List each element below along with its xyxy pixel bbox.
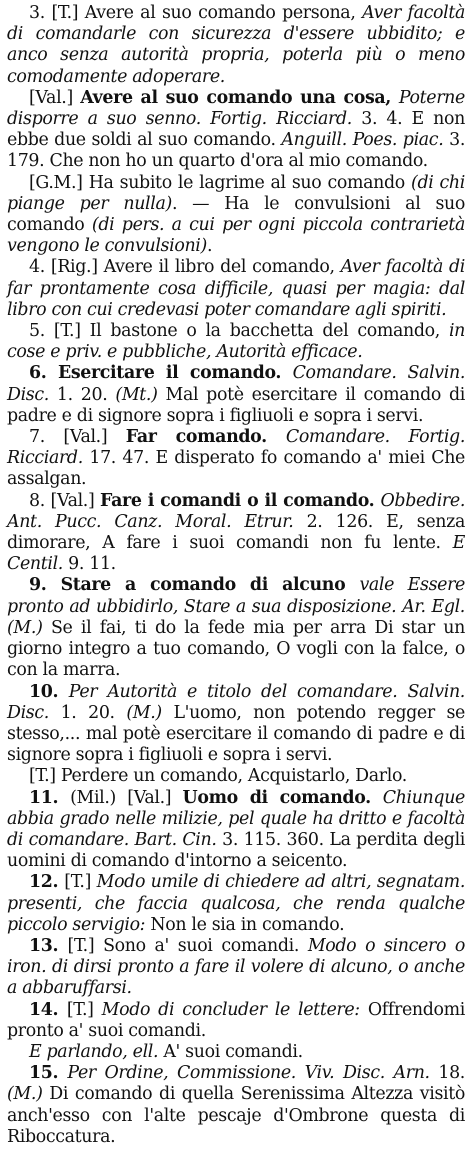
entry-text-segment: Avere al suo comando una cosa, xyxy=(80,87,399,108)
entry-text-segment: Stare a comando di alcuno xyxy=(60,575,360,596)
entry-text-segment: L'uomo, non potendo regger se stesso,... mal potè esercitare il comando di padre e di signore sopra i figliuoli e sopra i servi. xyxy=(7,702,465,766)
entry-paragraph-p14a xyxy=(7,1042,465,1063)
entry-paragraph-p8 xyxy=(7,491,465,576)
entry-text-segment: Offrendomi pronto a' suoi comandi. xyxy=(7,999,465,1041)
entry-paragraph-p15 xyxy=(7,1063,465,1148)
entry-text-segment: in cose e priv. e pubbliche, Autorità efficace. xyxy=(7,321,465,363)
entry-text-segment: . — Ha le convulsioni al suo comando xyxy=(7,193,465,236)
entry-paragraph-p3a xyxy=(7,88,465,173)
entry-text-segment: Modo umile di chiedere ad altri, segnatam. presenti, che faccia qualcosa, che renda qualche piccolo servigio: xyxy=(7,872,465,935)
entry-text-segment: [T.] xyxy=(66,999,102,1020)
entry-text-segment: vale Essere pronto ad ubbidirlo, Stare a sua disposizione. Ar. Egl. xyxy=(7,575,465,617)
entry-text-segment: [G.M.] Ha subito le lagrime al suo comando xyxy=(29,172,412,193)
entry-text-segment: E Centil. xyxy=(7,533,465,575)
entry-paragraph-p5 xyxy=(7,321,465,363)
entry-text-segment: 3. 4. E non ebbe due soldi al suo comando. xyxy=(7,109,465,151)
entry-text-segment: Comandare. Fortig. Ricciard. xyxy=(7,427,465,469)
entry-text-segment: Obbedire. Ant. Pucc. Canz. Moral. Etrur. xyxy=(7,490,466,532)
entry-paragraph-p12 xyxy=(7,872,465,936)
entry-text-segment: A' suoi comandi. xyxy=(158,1041,303,1062)
entry-text-segment: 3. [ xyxy=(29,3,58,23)
entry-paragraph-p7 xyxy=(7,427,465,491)
entry-text-segment: 9. 11. xyxy=(63,554,116,575)
entry-text-segment: (di pers. a cui per ogni piccola contrarietà vengono le convulsioni) xyxy=(7,215,465,257)
entry-text-segment: Aver facoltà di comandarle con sicurezza d'essere ubbidito; e anco senza autorità propria, poterla più o meno comodamente adoperare. xyxy=(7,3,466,87)
entry-text-segment: (Mt.) xyxy=(115,384,158,405)
entry-paragraph-p9 xyxy=(7,575,465,681)
entry-text-segment: Esercitare il comando. xyxy=(57,363,293,384)
entry-text-segment: 2. 126. E, senza dimorare, A fare i suoi comandi non fu lente. xyxy=(7,511,465,554)
entry-text-segment: 4. [Rig.] Avere il libro del comando, xyxy=(29,257,341,278)
entry-text-segment: 18. xyxy=(429,1063,465,1084)
entry-text-segment: 15. xyxy=(29,1063,68,1084)
entry-text-segment: Aver facoltà di far prontamente cosa difficile, quasi per magia: dal libro con cui credevasi poter comandare agli spiriti. xyxy=(7,257,466,320)
entry-text-segment: Poterne disporre a suo senno. Fortig. Ricciard. xyxy=(7,87,465,130)
entry-text-segment: 9. xyxy=(29,575,61,596)
entry-text-segment: Modo o sincero o iron. di dirsi pronto a fare il volere di alcuno, o anche a abbaruffarsi. xyxy=(7,935,465,999)
entry-text-segment: 5. [T.] Il bastone o la bacchetta del comando, xyxy=(29,321,449,342)
entry-text-segment: 7. [Val.] xyxy=(29,427,126,448)
entry-text-segment: Anguill. Poes. piac. xyxy=(281,130,444,151)
entry-text-segment: 3. 115. 360. La perdita degli uomini di comando d'intorno a seicento. xyxy=(7,829,466,872)
entry-text-segment: Non le sia in comando. xyxy=(145,914,345,935)
entry-text-segment: Di comando di quella Serenissima Altezza visitò anch'esso con l'alte pescaje d'Ombrone questa di Riboccatura. xyxy=(7,1084,465,1147)
entry-text-segment: T. xyxy=(57,3,72,23)
entry-text-segment: Se il fai, ti do la fede mia per arra Di star un giorno integro a tuo comando, O vogli con la falce, o con la marra. xyxy=(7,617,465,681)
entry-text-segment: (di chi piange per nulla) xyxy=(7,172,465,214)
entry-text-segment: 13. xyxy=(29,935,68,956)
entry-text-segment: 8. [Val.] xyxy=(29,490,101,511)
entry-text-segment: . xyxy=(206,236,213,257)
entry-text-segment: (M.) xyxy=(7,1084,43,1105)
entry-text-segment: Fare i comandi o il comando. xyxy=(100,490,381,511)
entry-text-segment: (Mil.) [Val.] xyxy=(70,787,183,808)
entry-paragraph-p14 xyxy=(7,1000,465,1042)
entry-text-segment: ] Avere al suo comando persona, xyxy=(71,3,363,23)
entry-text-segment: 14. xyxy=(29,999,67,1020)
entry-text-segment: Comandare. Salvin. Disc. xyxy=(7,363,465,405)
entry-text-segment: Mal potè esercitare il comando di padre e di signore sopra i figliuoli e sopra i servi. xyxy=(7,384,465,426)
entry-text-segment: [Val.] xyxy=(29,87,81,108)
entry-text-segment: (M.) xyxy=(7,617,43,638)
entry-text-segment: 17. 47. E disperato fo comando a' miei Che assalgan. xyxy=(7,448,465,490)
entry-text-segment: Per Ordine, Commissione. Viv. Disc. Arn. xyxy=(67,1063,430,1084)
entry-text-segment: 6. xyxy=(29,363,58,384)
entry-text-segment: Uomo di comando. xyxy=(182,787,383,808)
entry-paragraph-p13 xyxy=(7,936,465,1000)
entry-paragraph-p6 xyxy=(7,363,465,427)
entry-paragraph-p4 xyxy=(7,257,465,321)
entry-text-segment: [T.] Perdere un comando, Acquistarlo, Darlo. xyxy=(29,766,407,787)
entry-text-segment: Chiunque abbia grado nelle milizie, pel quale ha dritto e facoltà di comandare. Bart. Cin. xyxy=(7,787,465,850)
entry-text-segment: Far comando. xyxy=(125,427,286,448)
entry-text-segment: (M.) xyxy=(126,702,162,723)
entry-text-segment: 1. 20. xyxy=(48,702,127,723)
entry-paragraph-p3b xyxy=(7,173,465,258)
dictionary-entry-list xyxy=(7,3,465,1148)
entry-text-segment: 3. 179. Che non ho un quarto d'ora al mio comando. xyxy=(7,130,466,172)
entry-paragraph-p10a xyxy=(7,766,465,787)
entry-text-segment: Modo di concluder le lettere: xyxy=(101,999,360,1020)
entry-text-segment: 1. 20. xyxy=(48,384,116,405)
entry-paragraph-p10 xyxy=(7,682,465,767)
entry-paragraph-p11 xyxy=(7,788,465,873)
entry-text-segment: E parlando, ell. xyxy=(29,1041,159,1062)
entry-text-segment: [T.] Sono a' suoi comandi. xyxy=(67,935,308,956)
entry-text-segment: Per Autorità e titolo del comandare. Salvin. Disc. xyxy=(7,681,465,723)
entry-text-segment: [T.] xyxy=(64,872,97,893)
entry-text-segment: 10. xyxy=(29,681,69,702)
entry-paragraph-p3 xyxy=(7,3,465,88)
entry-text-segment: 11. xyxy=(29,787,71,808)
entry-text-segment: 12. xyxy=(29,872,65,893)
